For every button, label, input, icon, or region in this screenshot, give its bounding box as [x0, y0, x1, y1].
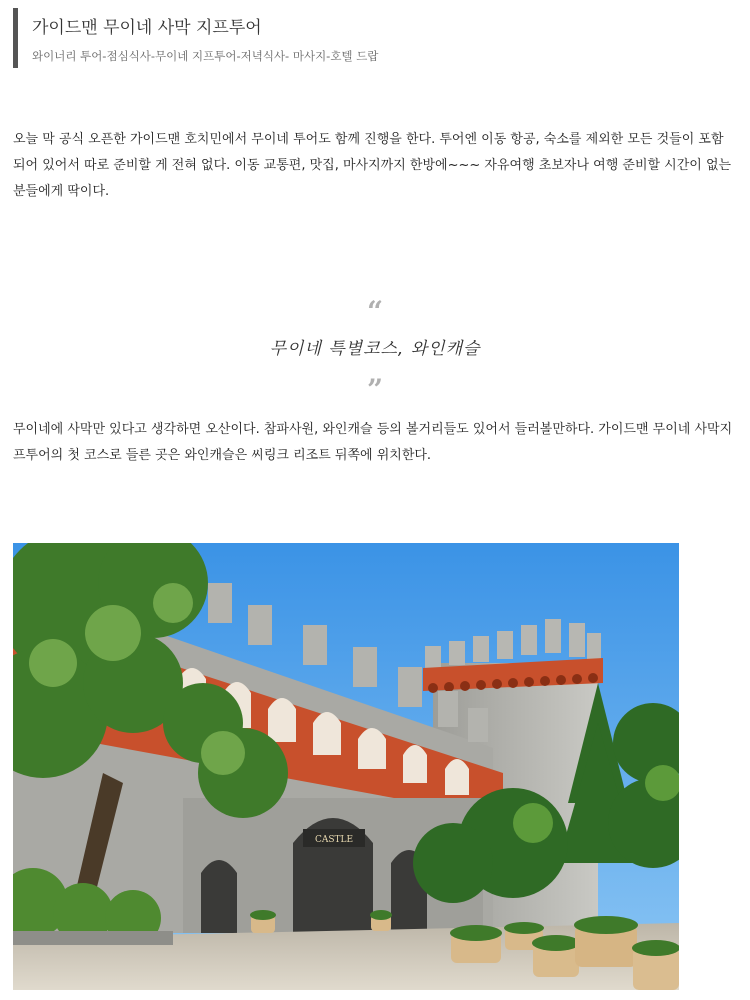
castle-sign: CASTLE — [314, 835, 354, 845]
post-subtitle: 와이너리 투어-점심식사-무이네 지프투어-저녁식사- 마사지-호텔 드랍 — [32, 49, 379, 63]
open-quote-icon: “ — [366, 295, 384, 328]
wine-castle-photo — [13, 543, 679, 990]
pull-quote: 무이네 특별코스, 와인캐슬 — [269, 339, 481, 359]
body-paragraph: 무이네에 사막만 있다고 생각하면 오산이다. 참파사원, 와인캐슬 등의 볼거리들도 있어서 들러볼만하다. 가이드맨 무이네 사막지프투어의 첫 코스로 들른 곳은 와인캐슬은 씨링크 리조트 뒤쪽에 위치한다. — [13, 422, 733, 463]
post-header — [13, 8, 738, 68]
intro-paragraph: 오늘 막 공식 오픈한 가이드맨 호치민에서 무이네 투어도 함께 진행을 한다. 투어엔 이동 항공, 숙소를 제외한 모든 것들이 포함되어 있어서 따로 준비할 게 전혀 없다. 이동 교통편, 맛집, 마사지까지 한방에~~~ 자유여행 초보자나 여행 준비할 시간이 없는 분들에게 딱이다. — [13, 132, 732, 199]
post-title: 가이드맨 무이네 사막 지프투어 — [32, 18, 262, 38]
close-quote-icon: ” — [366, 373, 384, 406]
